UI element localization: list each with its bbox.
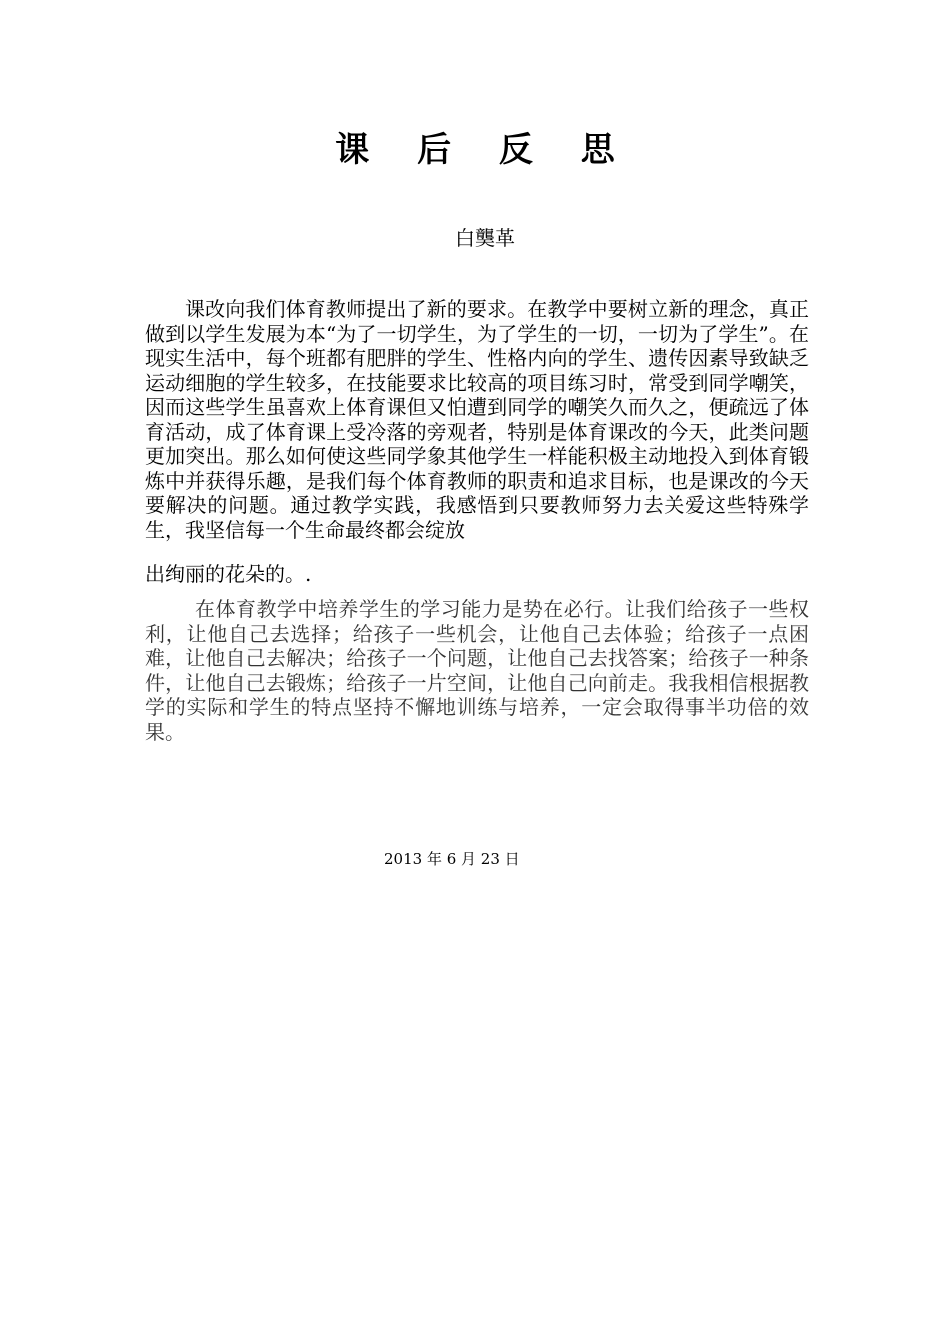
document-date: 2013 年 6 月 23 日 (384, 850, 520, 868)
author-name: 白龑革 (455, 226, 515, 250)
body-paragraph-1: 课改向我们体育教师提出了新的要求。在教学中要树立新的理念，真正做到以学生发展为本“为了一切学生，为了学生的一切，一切为了学生”。在现实生活中，每个班都有肥胖的学生、性格内向的学生、遗传因素导致缺乏运动细胞的学生较多，在技能要求比较高的项目练习时，常受到同学嘲笑，因而这些学生虽喜欢上体育课但又怕遭到同学的嘲笑久而久之，便疏远了体育活动，成了体育课上受冷落的旁观者，特别是体育课改的今天，此类问题更加突出。那么如何使这些同学象其他学生一样能积极主动地投入到体育锻炼中并获得乐趣，是我们每个体育教师的职责和追求目标，也是课改的今天要解决的问题。通过教学实践，我感悟到只要教师努力去关爱这些特殊学生，我坚信每一个生命最终都会绽放 (145, 297, 809, 542)
body-paragraph-2: 在体育教学中培养学生的学习能力是势在必行。让我们给孩子一些权利，让他自己去选择；给孩子一些机会，让他自己去体验；给孩子一点困难，让他自己去解决；给孩子一个问题，让他自己去找答案；给孩子一种条件，让他自己去锻炼；给孩子一片空间，让他自己向前走。我我相信根据教学的实际和学生的特点坚持不懈地训练与培养，一定会取得事半功倍的效果。 (145, 597, 809, 744)
document-title: 课 后 反 思 (335, 130, 633, 170)
body-paragraph-1-tail: 出绚丽的花朵的。. (145, 562, 312, 586)
